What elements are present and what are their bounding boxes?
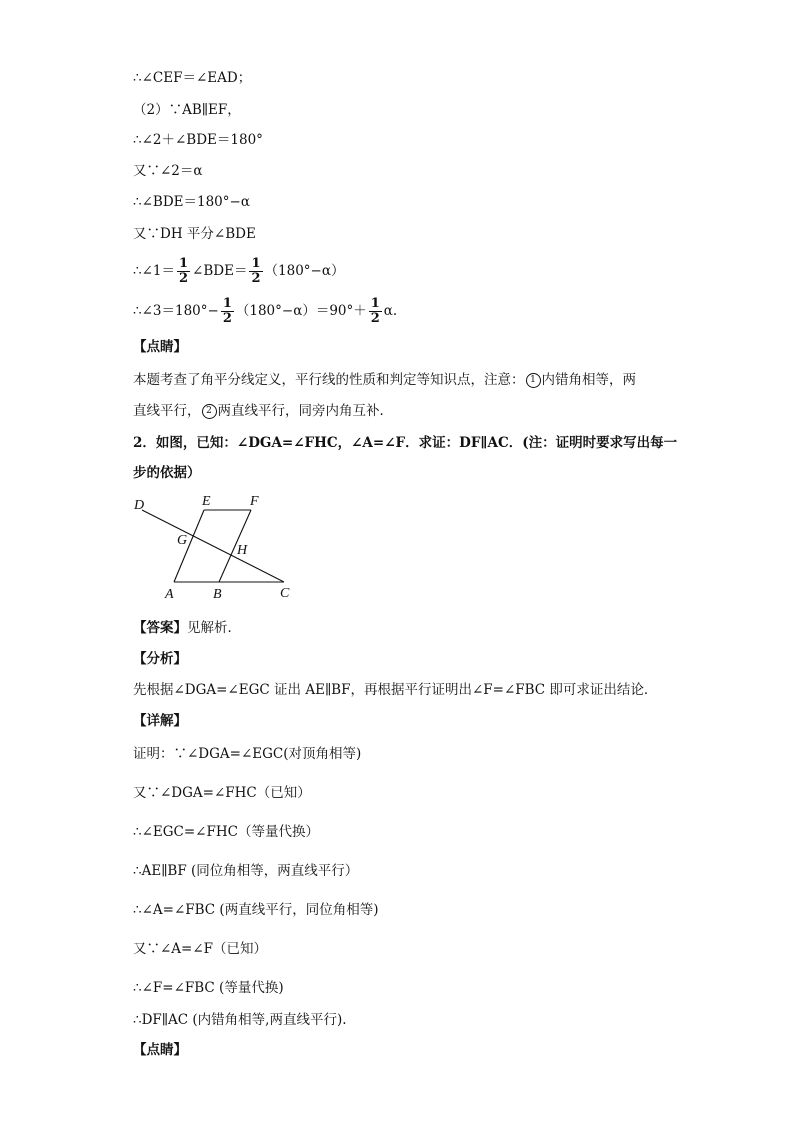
answer-text: 见解析． [187, 620, 241, 636]
label-a: A [165, 587, 174, 602]
circled-number-2: 2 [202, 404, 217, 419]
eq-part: ∴∠1＝ [133, 263, 175, 279]
proof-line: 证明：∵∠DGA=∠EGC(对顶角相等) [133, 746, 362, 762]
question-line-2: 步的依据） [133, 465, 201, 481]
solution-line-8 [133, 296, 397, 326]
solution-line-3: ∴∠2＋∠BDE＝180° [133, 132, 263, 148]
eq-part: （180°−α）＝90°＋ [235, 303, 367, 319]
label-d: D [134, 498, 145, 513]
solution-line-7 [133, 256, 344, 286]
label-h: H [237, 543, 248, 558]
proof-line: ∴AE∥BF (同位角相等，两直线平行） [133, 863, 359, 879]
eq-part: ∠BDE＝ [192, 263, 248, 279]
proof-line: ∴DF∥AC (内错角相等,两直线平行). [133, 1012, 347, 1028]
heading-dianjing-end: 【点睛】 [133, 1042, 187, 1058]
solution-line-1: ∴∠CEF＝∠EAD； [133, 70, 252, 86]
line-dc [142, 510, 284, 582]
solution-line-5: ∴∠BDE＝180°−α [133, 194, 250, 210]
heading-fenxi: 【分析】 [133, 651, 187, 667]
remark-line-2: 直线平行， 2 两直线平行，同旁内角互补． [133, 403, 393, 419]
label-f: F [250, 494, 259, 509]
eq-part: （180°−α） [264, 263, 345, 279]
proof-line: ∴∠A=∠FBC (两直线平行，同位角相等) [133, 902, 379, 918]
label-c: C [280, 586, 290, 601]
question-line-1: 2．如图，已知：∠DGA=∠FHC，∠A=∠F．求证：DF∥AC．(注：证明时要求写出每一 [133, 435, 678, 451]
solution-line-6: 又∵DH 平分∠BDE [133, 226, 256, 242]
proof-line: 又∵∠A=∠F（已知） [133, 941, 268, 957]
circled-number-1: 1 [526, 373, 541, 388]
heading-xiangjie: 【详解】 [133, 713, 187, 729]
proof-line: ∴∠F=∠FBC (等量代换) [133, 980, 284, 996]
heading-dianjing: 【点睛】 [133, 339, 187, 355]
answer-line [133, 618, 241, 638]
fraction-half: $\frac{1}{2}$ [222, 296, 232, 326]
solution-line-4: 又∵∠2＝α [133, 163, 203, 179]
fraction-half: $\frac{1}{2}$ [370, 296, 380, 326]
solution-line-2: （2）∵AB∥EF， [133, 102, 241, 118]
label-b: B [213, 587, 222, 602]
label-g: G [177, 533, 188, 548]
geometry-figure [128, 492, 298, 604]
label-e: E [202, 494, 211, 509]
fraction-half: $\frac{1}{2}$ [251, 256, 261, 286]
proof-line: 又∵∠DGA=∠FHC（已知） [133, 785, 311, 801]
fraction-half: $\frac{1}{2}$ [179, 256, 189, 286]
remark-line-1: 本题考查了角平分线定义，平行线的性质和判定等知识点，注意： 1 内错角相等，两 [133, 372, 636, 388]
answer-label: 【答案】 [133, 620, 187, 636]
proof-line: ∴∠EGC=∠FHC（等量代换） [133, 824, 319, 840]
analysis-text: 先根据∠DGA=∠EGC 证出 AE∥BF，再根据平行证明出∠F=∠FBC 即可求证出结论． [133, 682, 658, 698]
eq-part: α. [383, 303, 398, 319]
eq-part: ∴∠3＝180°− [133, 303, 219, 319]
